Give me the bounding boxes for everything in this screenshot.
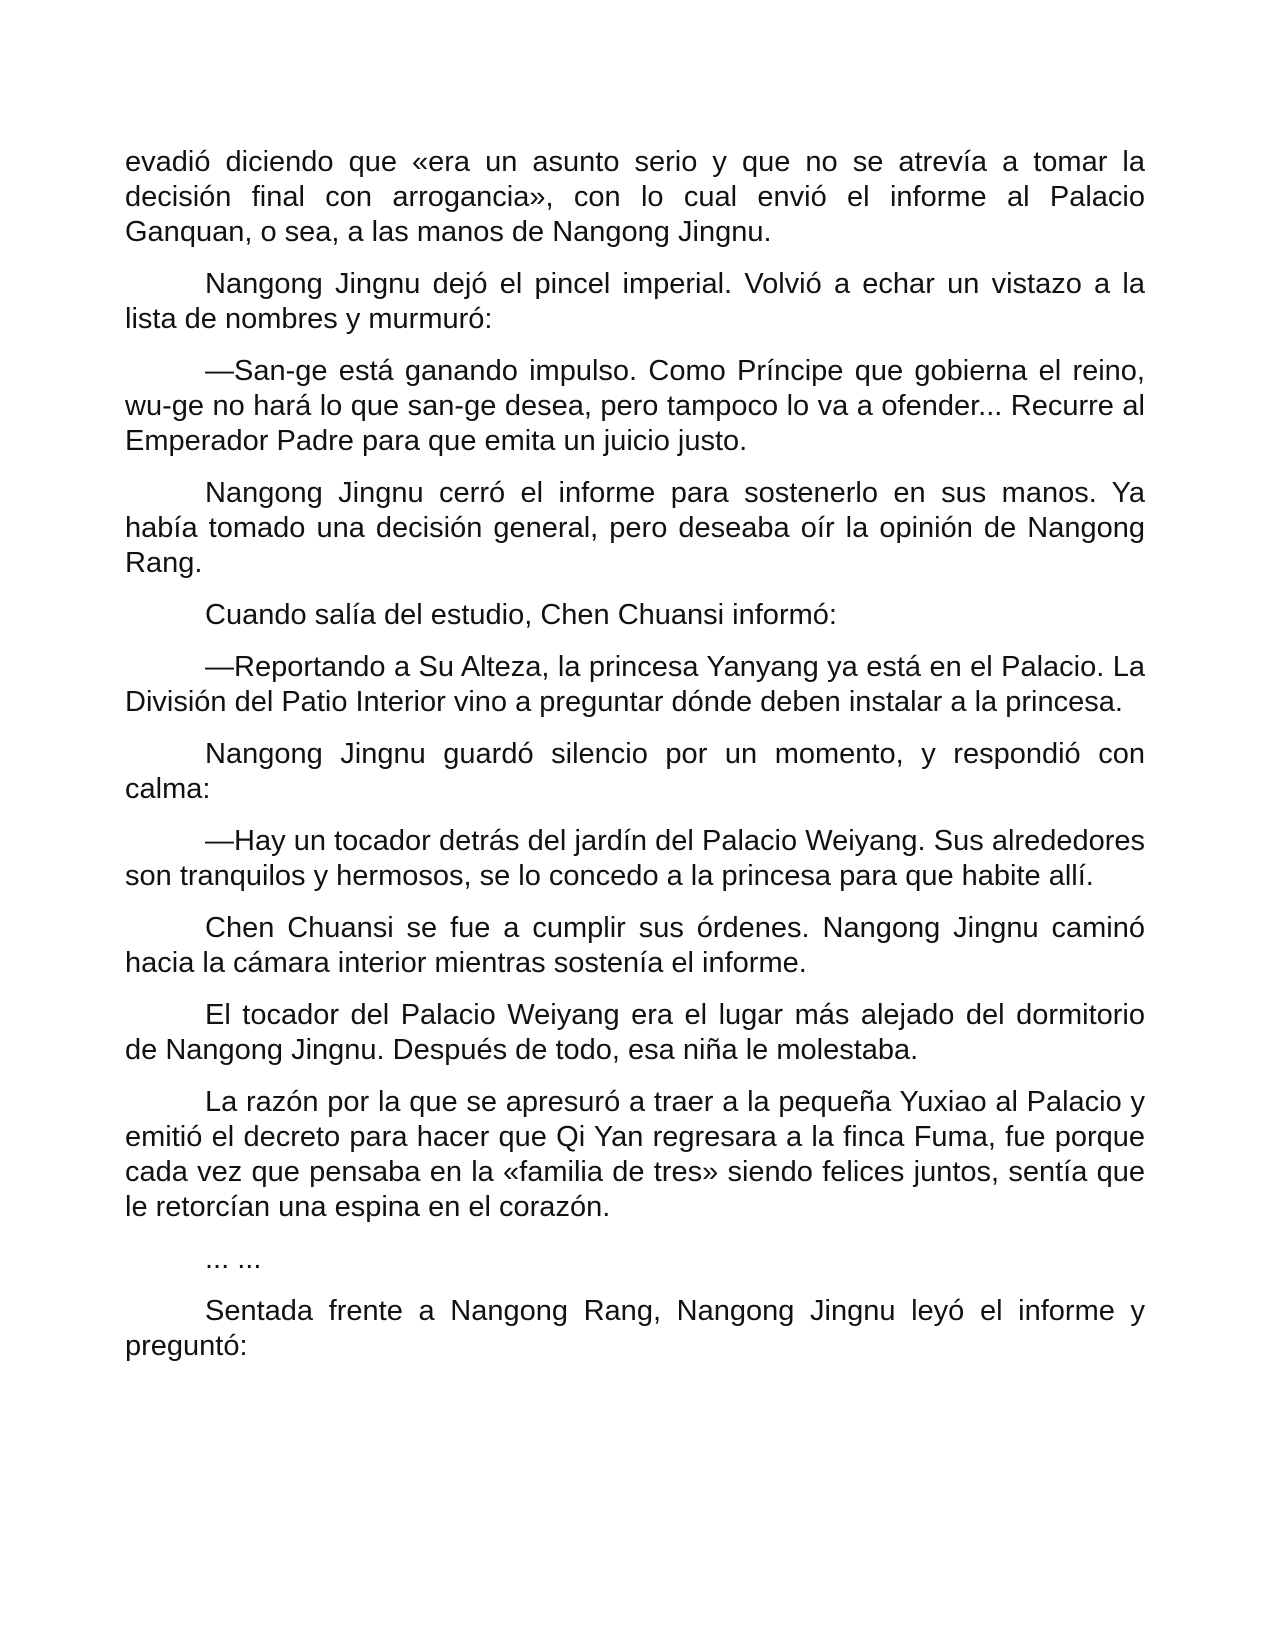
paragraph-12: Sentada frente a Nangong Rang, Nangong Jingnu leyó el informe y preguntó:: [125, 1295, 1145, 1362]
paragraph-11: La razón por la que se apresuró a traer a la pequeña Yuxiao al Palacio y emitió el decreto para hacer que Qi Yan regresara a la finca Fuma, fue porque cada vez que pensaba en la «familia de tres» siendo felices juntos, sentía que le retorcían una espina en el corazón.: [125, 1086, 1145, 1223]
paragraph-3: —San-ge está ganando impulso. Como Príncipe que gobierna el reino, wu-ge no hará lo que san-ge desea, pero tampoco lo va a ofender... Recurre al Emperador Padre para que emita un juicio justo.: [125, 355, 1145, 457]
scene-break: ... ...: [205, 1243, 262, 1275]
paragraph-5: Cuando salía del estudio, Chen Chuansi informó:: [205, 599, 837, 631]
paragraph-9: Chen Chuansi se fue a cumplir sus órdenes. Nangong Jingnu caminó hacia la cámara interior mientras sostenía el informe.: [125, 912, 1145, 979]
paragraph-1: evadió diciendo que «era un asunto serio y que no se atrevía a tomar la decisión final con arrogancia», con lo cual envió el informe al Palacio Ganquan, o sea, a las manos de Nangong Jingnu.: [125, 146, 1145, 248]
paragraph-7: Nangong Jingnu guardó silencio por un momento, y respondió con calma:: [125, 738, 1145, 805]
paragraph-8: —Hay un tocador detrás del jardín del Palacio Weiyang. Sus alrededores son tranquilos y hermosos, se lo concedo a la princesa para que habite allí.: [125, 825, 1145, 892]
document-body: [125, 145, 1145, 1364]
paragraph-2: Nangong Jingnu dejó el pincel imperial. Volvió a echar un vistazo a la lista de nombres y murmuró:: [125, 268, 1145, 335]
paragraph-10: El tocador del Palacio Weiyang era el lugar más alejado del dormitorio de Nangong Jingnu. Después de todo, esa niña le molestaba.: [125, 999, 1145, 1066]
paragraph-4: Nangong Jingnu cerró el informe para sostenerlo en sus manos. Ya había tomado una decisión general, pero deseaba oír la opinión de Nangong Rang.: [125, 477, 1145, 579]
paragraph-6: —Reportando a Su Alteza, la princesa Yanyang ya está en el Palacio. La División del Patio Interior vino a preguntar dónde deben instalar a la princesa.: [125, 651, 1145, 718]
